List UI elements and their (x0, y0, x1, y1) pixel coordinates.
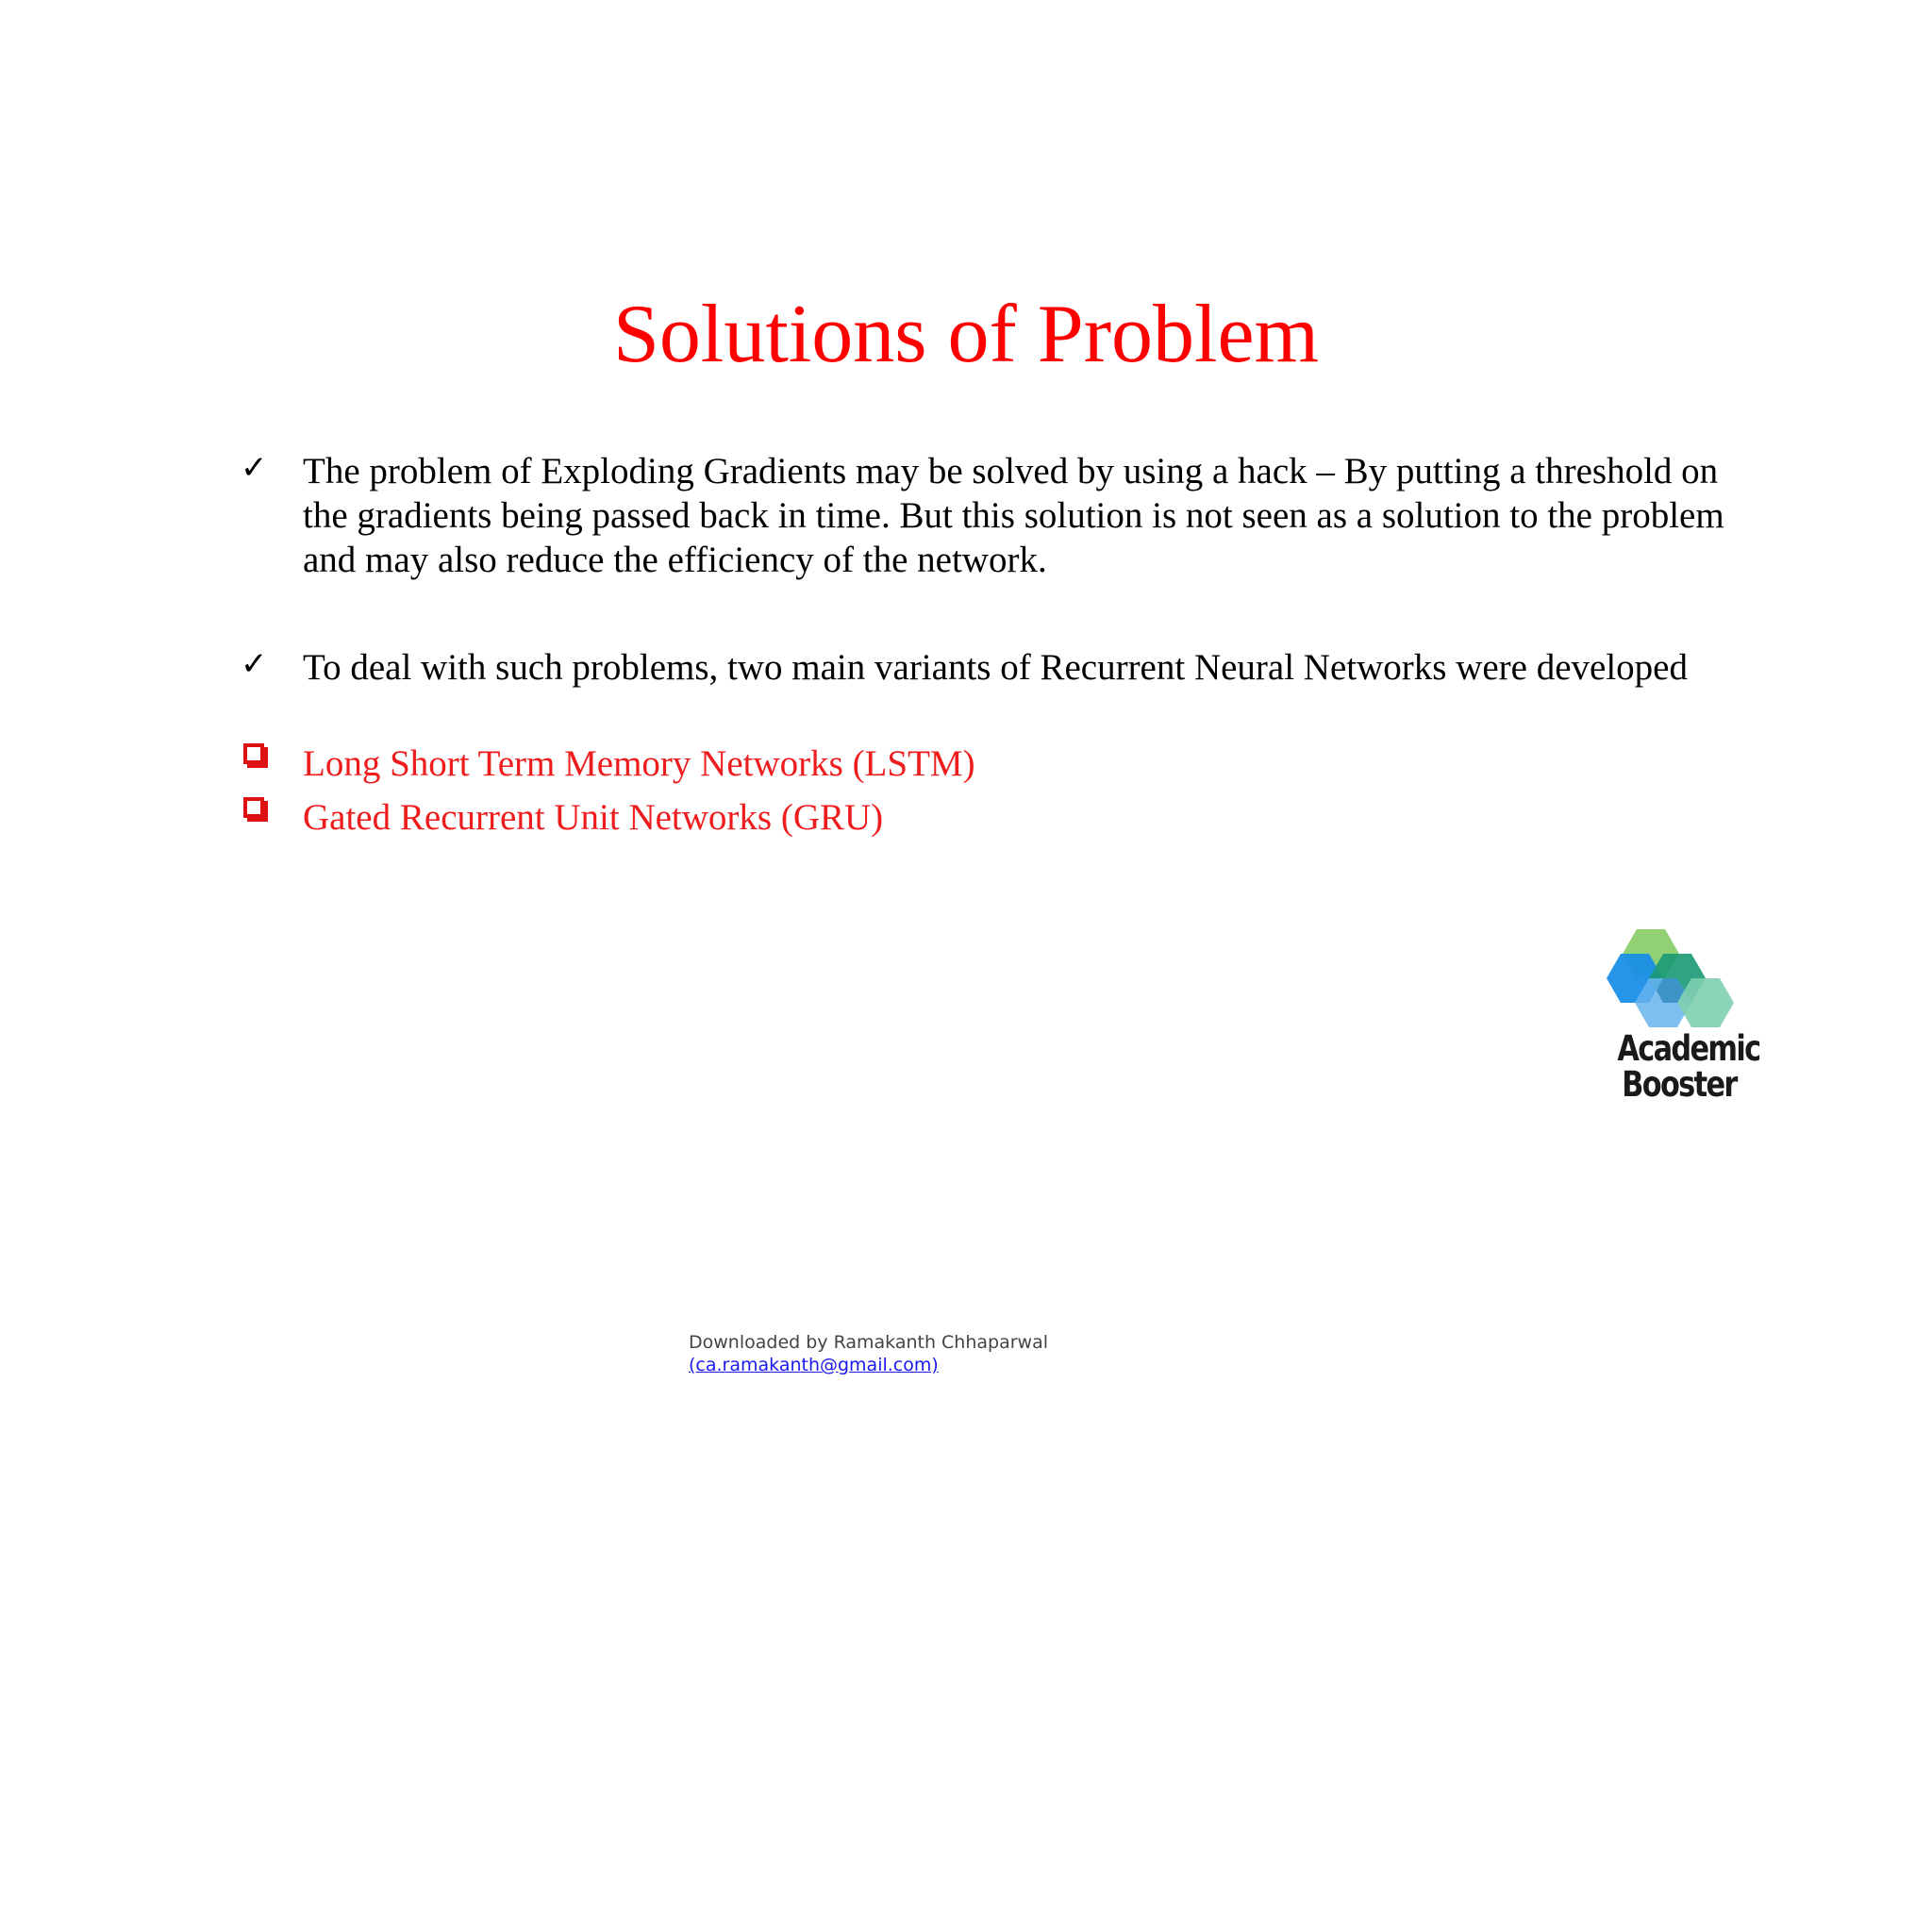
academic-booster-logo (1604, 929, 1760, 1113)
checkbox-bullet-icon (243, 743, 264, 764)
download-footer (689, 1331, 1048, 1376)
bullet-text: The problem of Exploding Gradients may be solved by using a hack – By putting a threshold on the gradients being passed back in time. But this solution is not seen as a solution to the problem and may also reduce the efficiency of the network. (303, 451, 1724, 580)
bullet-item (241, 645, 1712, 740)
bullet-text: To deal with such problems, two main variants of Recurrent Neural Networks were developed (303, 647, 1688, 688)
checkmark-icon: ✓ (241, 449, 268, 487)
slide-title: Solutions of Problem (612, 289, 1320, 380)
email-link[interactable]: (ca.ramakanth@gmail.com) (689, 1355, 939, 1375)
checkbox-bullet-icon (243, 797, 264, 818)
downloaded-by-text: Downloaded by Ramakanth Chhaparwal (689, 1332, 1049, 1353)
logo-hexagon-icon (1604, 929, 1755, 1033)
sub-list-item (241, 795, 1712, 842)
checkmark-icon: ✓ (241, 645, 268, 683)
logo-wordmark: Academic Booster (1617, 1028, 1760, 1105)
sub-list-item (241, 741, 1712, 789)
bullet-item (241, 449, 1724, 591)
sub-item-text: Gated Recurrent Unit Networks (GRU) (303, 797, 884, 838)
sub-item-text: Long Short Term Memory Networks (LSTM) (303, 743, 975, 784)
